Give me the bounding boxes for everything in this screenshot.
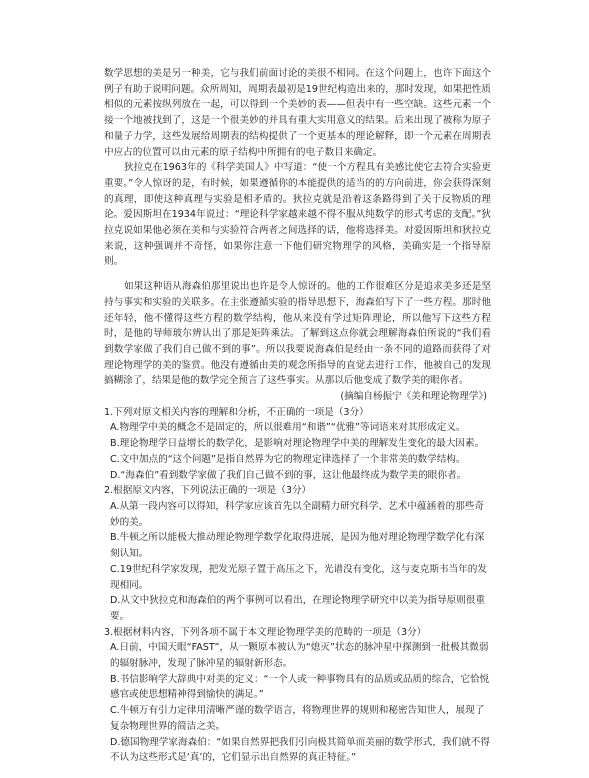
question-option: A.物理学中美的概念不是固定的，所以很难用“和谐”“优雅”等词语来对其形成定义。 bbox=[110, 422, 466, 434]
question-2 bbox=[104, 483, 491, 624]
question-1 bbox=[104, 405, 491, 484]
passage-paragraph-3: 如果这种语从海森伯那里说出也许是令人惊讶的。他的工作很难区分是追求美多还是坚持与事实和实验的关联多。在主张遵循实验的指导思想下，海森伯写下了一些方程。那时他还年轻，他不懂得这些方程的数学结构，他从来没有学过矩阵理论，所以他写下这些方程时，是他的导师玻尔辨认出了那是矩阵乘法。了解到这点你就会理解海森伯所说的“我们看到数学家做了我们自己做不到的事”。所以我要说海森伯是经由一条不同的道路而获得了对理论物理学的美的鉴赏。他没有遵循由美的观念所指导的直觉去进行工作，他被自己的发现搞糊涂了，结果是他的数学完全预言了这些事实。从那以后他变成了数学美的眼你者。 bbox=[104, 281, 491, 387]
question-option: A.从第一段内容可以得知，科学家应该首先以全副精力研究科学、艺术中蕴涵着的那些奇妙的美。 bbox=[110, 500, 485, 528]
question-option: D.从文中狄拉克和海森伯的两个事例可以看出，在理论物理学研究中以美为指导原则很重要。 bbox=[110, 595, 485, 622]
passage-source: (摘编自杨振宁《美和理论物理学》) bbox=[340, 391, 487, 403]
question-stem: 3.根据材料内容，下列各项不属于本文理论物理学美的范畴的一项是（3分） bbox=[104, 626, 427, 638]
question-option: B.牛顿之所以能极大推动理论物理学数学化取得进展，是因为他对理论物理学数学化有深刻认知。 bbox=[110, 532, 485, 560]
question-option: A.日前，中国天眼“FAST”，从一颗原本被认为“熄灭”状态的脉冲星中探测到一批极其微弱的辐射脉冲，发现了脉冲星的辐射新形态。 bbox=[110, 642, 489, 670]
question-option: C.牛顿万有引力定律用清晰严谨的数学语言，将物理世界的规则和秘密告知世人，展现了复杂物理世界的简洁之美。 bbox=[110, 705, 485, 732]
question-stem: 2.根据原文内容，下列说法正确的一项是（3分） bbox=[104, 485, 312, 497]
passage-paragraph-1: 数学思想的美是另一种美，它与我们前面讨论的美很不相同。在这个问题上，也许下面这个例子有助于说明问题。众所周知，周期表最初是19世纪构造出来的，那时发现，如果把性质相似的元素按纵列放在一起，可以得到一个美妙的表——但表中有一些空缺。这些元素一个接一个地被找到了，这是一个很美妙的并具有重大实用意义的结果。后来出现了被称为原子和量子力学，这些发展给周期表的结构提供了一个更基本的理论解释，即一个元素在周期表中应占的位置可以由元素的原子结构中所拥有的电子数目来确定。 bbox=[104, 68, 491, 158]
passage-paragraph-2: 狄拉克在1963年的《科学美国人》中写道：“使一个方程具有美感比使它去符合实验更重要。”令人惊讶的是，有时候，如果遵循你的本能提供的适当的的方向前进，你会获得深刻的真理，即使这种真理与实验是相矛盾的。狄拉克就是沿着这条路得到了关于反物质的理论。爱因斯坦在1934年说过：“理论科学家越来越不得不服从纯数学的形式考虑的支配。”狄拉克说如果他必须在美和与实验符合两者之间选择的话，他将选择美。对爱因斯坦和狄拉克来说，这种强调并不奇怪，如果你注意一下他们研究物理学的风格，美确实是一个指导原则。 bbox=[104, 162, 491, 268]
question-stem: 1.下列对原文相关内容的理解和分析，不正确的一项是（3分） bbox=[104, 406, 369, 418]
question-option: C.文中加点的“这个问题”是指自然界为它的物理定律选择了一个非常美的数学结构。 bbox=[110, 453, 466, 465]
document-body bbox=[104, 66, 491, 766]
question-option: D.德国物理学家海森伯：“如果自然界把我们引向极其简单而美丽的数学形式，我们就不得不认为这些形式是‘真’的，它们显示出自然界的真正特征。” bbox=[110, 736, 490, 764]
question-option: B.理论物理学日益增长的数学化，是影响对理论物理学中美的理解发生变化的最大因素。 bbox=[110, 438, 485, 450]
question-3 bbox=[104, 625, 491, 766]
question-option: C.19世纪科学家发现，把发光原子置于高压之下，光谱没有变化，这与麦克斯韦当年的发现相同。 bbox=[110, 563, 487, 591]
question-option: D.“海森伯”看到数学家做了我们自己做不到的事，这让他最终成为数学美的眼你者。 bbox=[110, 469, 467, 481]
question-option: B.书信影响学大辞典中对美的定义：“一个人或一种事物具有的品质或品质的综合，它恰悦感官或使思想精神得到愉快的满足。” bbox=[110, 673, 490, 701]
